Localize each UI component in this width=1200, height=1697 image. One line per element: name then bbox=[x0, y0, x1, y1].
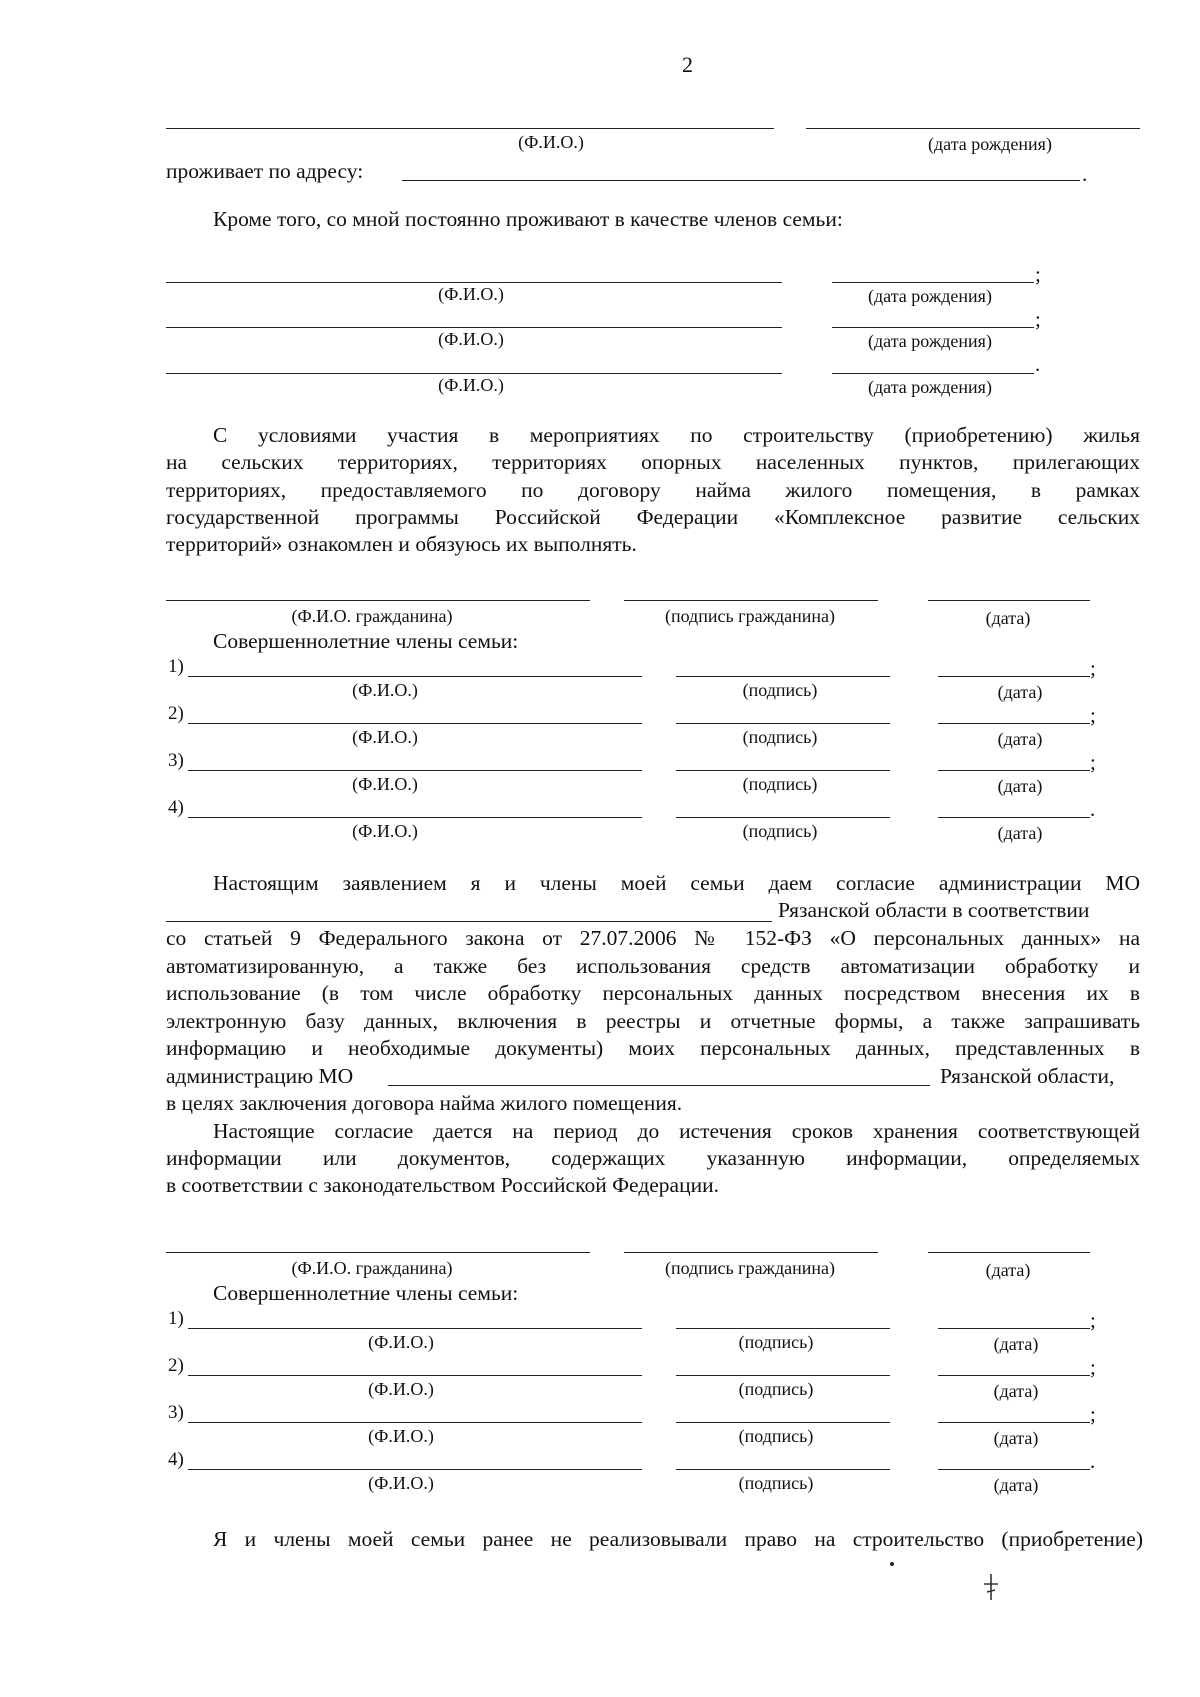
adult-date-caption: (дата) bbox=[993, 1381, 1039, 1401]
adult-date-caption: (дата) bbox=[993, 1428, 1039, 1448]
row-end: ; bbox=[1090, 750, 1096, 774]
adult-sign-caption: (подпись) bbox=[738, 1426, 814, 1446]
adult-sign-line[interactable] bbox=[676, 723, 890, 724]
adult-fio-line[interactable] bbox=[188, 676, 642, 677]
row-end: ; bbox=[1090, 1402, 1096, 1426]
conditions-line-3: территориях, предоставляемого по договору найма жилого помещения, в рамках bbox=[166, 478, 1140, 502]
citizen-date-caption: (дата) bbox=[985, 608, 1031, 628]
citizen-sign-caption: (подпись гражданина) bbox=[664, 1258, 836, 1278]
consent-purpose: в целях заключения договора найма жилого помещения. bbox=[166, 1091, 683, 1115]
family-birth-caption-2: (дата рождения) bbox=[868, 331, 992, 351]
adult-sign-line[interactable] bbox=[676, 1328, 890, 1329]
adults-title: Совершеннолетние члены семьи: bbox=[213, 629, 519, 653]
adult-date-line[interactable] bbox=[938, 1375, 1090, 1376]
adult-date-caption: (дата) bbox=[997, 682, 1043, 702]
adult-sign-caption: (подпись) bbox=[738, 1473, 814, 1493]
row-end: . bbox=[1090, 1449, 1096, 1473]
adults-title: Совершеннолетние члены семьи: bbox=[213, 1281, 519, 1305]
family-fio-caption-1: (Ф.И.О.) bbox=[438, 284, 504, 304]
family-birth-caption-3: (дата рождения) bbox=[868, 377, 992, 397]
row-number: 1) bbox=[168, 656, 184, 677]
adult-sign-caption: (подпись) bbox=[742, 821, 818, 841]
adult-fio-caption: (Ф.И.О.) bbox=[352, 774, 418, 794]
adult-fio-line[interactable] bbox=[188, 1375, 642, 1376]
citizen-fio-caption: (Ф.И.О. гражданина) bbox=[291, 606, 453, 626]
adult-fio-line[interactable] bbox=[188, 723, 642, 724]
adult-sign-line[interactable] bbox=[676, 1469, 890, 1470]
row-number: 4) bbox=[168, 797, 184, 818]
adult-sign-caption: (подпись) bbox=[742, 727, 818, 747]
adult-date-caption: (дата) bbox=[997, 823, 1043, 843]
row-number: 1) bbox=[168, 1308, 184, 1329]
adult-fio-caption: (Ф.И.О.) bbox=[368, 1473, 434, 1493]
row-end: ; bbox=[1090, 1308, 1096, 1332]
consent-body-1: со статьей 9 Федерального закона от 27.07.2006 № 152-ФЗ «О персональных данных» на bbox=[166, 926, 1140, 950]
adult-sign-line[interactable] bbox=[676, 817, 890, 818]
adult-date-line[interactable] bbox=[938, 1328, 1090, 1329]
adult-date-caption: (дата) bbox=[993, 1475, 1039, 1495]
adult-sign-caption: (подпись) bbox=[738, 1379, 814, 1399]
consent-line-2-tail: Рязанской области в соответствии bbox=[778, 898, 1090, 922]
family-fio-line-1[interactable] bbox=[166, 282, 782, 283]
family-intro: Кроме того, со мной постоянно проживают в качестве членов семьи: bbox=[213, 207, 843, 231]
family-birth-line-3[interactable] bbox=[832, 373, 1034, 374]
adult-fio-line[interactable] bbox=[188, 770, 642, 771]
adult-date-line[interactable] bbox=[938, 817, 1090, 818]
scan-dot bbox=[890, 1562, 894, 1566]
adult-date-line[interactable] bbox=[938, 676, 1090, 677]
adult-sign-line[interactable] bbox=[676, 770, 890, 771]
citizen-sign-line[interactable] bbox=[624, 600, 878, 601]
adult-fio-caption: (Ф.И.О.) bbox=[352, 727, 418, 747]
adult-fio-caption: (Ф.И.О.) bbox=[352, 821, 418, 841]
conditions-line-5: территорий» ознакомлен и обязуюсь их выполнять. bbox=[166, 532, 637, 556]
row-end: ; bbox=[1090, 656, 1096, 680]
adult-sign-line[interactable] bbox=[676, 1422, 890, 1423]
citizen-fio-line[interactable] bbox=[166, 600, 590, 601]
admin-tail: Рязанской области, bbox=[940, 1064, 1115, 1088]
family-end-2: ; bbox=[1035, 307, 1041, 331]
consent-body-2: автоматизированную, а также без использования средств автоматизации обработку и bbox=[166, 954, 1140, 978]
row-end: ; bbox=[1090, 703, 1096, 727]
consent-body-4: электронную базу данных, включения в реестры и отчетные формы, а также запрашивать bbox=[166, 1009, 1140, 1033]
admin-mo-line[interactable] bbox=[388, 1085, 930, 1086]
row-number: 3) bbox=[168, 750, 184, 771]
citizen-sign-caption: (подпись гражданина) bbox=[664, 606, 836, 626]
conditions-line-1: С условиями участия в мероприятиях по строительству (приобретению) жилья bbox=[213, 423, 1140, 447]
conditions-line-2: на сельских территориях, территориях опорных населенных пунктов, прилегающих bbox=[166, 450, 1140, 474]
consent-line-1: Настоящим заявлением я и члены моей семьи даем согласие администрации МО bbox=[213, 871, 1140, 895]
citizen-fio-line[interactable] bbox=[166, 1252, 590, 1253]
final-line: Я и члены моей семьи ранее не реализовывали право на строительство (приобретение) bbox=[213, 1527, 1143, 1551]
adult-fio-caption: (Ф.И.О.) bbox=[368, 1332, 434, 1352]
row-number: 2) bbox=[168, 1355, 184, 1376]
citizen-date-line[interactable] bbox=[928, 1252, 1090, 1253]
family-fio-caption-3: (Ф.И.О.) bbox=[438, 375, 504, 395]
adult-sign-line[interactable] bbox=[676, 1375, 890, 1376]
row-number: 4) bbox=[168, 1449, 184, 1470]
family-fio-line-3[interactable] bbox=[166, 373, 782, 374]
birth-date-line[interactable] bbox=[806, 128, 1140, 129]
family-end-1: ; bbox=[1035, 262, 1041, 286]
adult-fio-line[interactable] bbox=[188, 1469, 642, 1470]
adult-fio-line[interactable] bbox=[188, 1422, 642, 1423]
conditions-line-4: государственной программы Российской Федерации «Комплексное развитие сельских bbox=[166, 505, 1140, 529]
row-number: 2) bbox=[168, 703, 184, 724]
citizen-date-caption: (дата) bbox=[985, 1260, 1031, 1280]
family-birth-line-1[interactable] bbox=[832, 282, 1034, 283]
row-end: . bbox=[1090, 797, 1096, 821]
adult-sign-caption: (подпись) bbox=[742, 680, 818, 700]
citizen-sign-line[interactable] bbox=[624, 1252, 878, 1253]
birth-caption: (дата рождения) bbox=[928, 134, 1052, 154]
adult-date-caption: (дата) bbox=[993, 1334, 1039, 1354]
adult-sign-caption: (подпись) bbox=[738, 1332, 814, 1352]
address-label: проживает по адресу: bbox=[166, 159, 364, 183]
adult-date-line[interactable] bbox=[938, 770, 1090, 771]
admin-label: администрацию МО bbox=[166, 1064, 354, 1088]
scan-mark-icon bbox=[980, 1572, 1002, 1602]
family-fio-caption-2: (Ф.И.О.) bbox=[438, 329, 504, 349]
address-end: . bbox=[1082, 162, 1088, 186]
row-number: 3) bbox=[168, 1402, 184, 1423]
family-fio-line-2[interactable] bbox=[166, 327, 782, 328]
address-line[interactable] bbox=[402, 180, 1080, 181]
period-line-2: информации или документов, содержащих указанную информации, определяемых bbox=[166, 1146, 1140, 1170]
adult-fio-caption: (Ф.И.О.) bbox=[368, 1426, 434, 1446]
adult-sign-caption: (подпись) bbox=[742, 774, 818, 794]
adult-date-line[interactable] bbox=[938, 1469, 1090, 1470]
adult-date-line[interactable] bbox=[938, 1422, 1090, 1423]
fio-caption: (Ф.И.О.) bbox=[518, 132, 584, 152]
adult-fio-line[interactable] bbox=[188, 1328, 642, 1329]
page-number: 2 bbox=[682, 52, 693, 77]
consent-body-3: использование (в том числе обработку персональных данных посредством внесения их в bbox=[166, 981, 1140, 1005]
adult-sign-line[interactable] bbox=[676, 676, 890, 677]
family-birth-line-2[interactable] bbox=[832, 327, 1034, 328]
adult-fio-line[interactable] bbox=[188, 817, 642, 818]
adult-date-caption: (дата) bbox=[997, 729, 1043, 749]
family-end-3: . bbox=[1035, 352, 1041, 376]
adult-fio-caption: (Ф.И.О.) bbox=[368, 1379, 434, 1399]
consent-body-5: информацию и необходимые документы) моих персональных данных, представленных в bbox=[166, 1036, 1140, 1060]
mo-name-line[interactable] bbox=[166, 921, 772, 922]
adult-date-caption: (дата) bbox=[997, 776, 1043, 796]
family-birth-caption-1: (дата рождения) bbox=[868, 286, 992, 306]
citizen-fio-caption: (Ф.И.О. гражданина) bbox=[291, 1258, 453, 1278]
citizen-date-line[interactable] bbox=[928, 600, 1090, 601]
adult-fio-caption: (Ф.И.О.) bbox=[352, 680, 418, 700]
adult-date-line[interactable] bbox=[938, 723, 1090, 724]
period-line-3: в соответствии с законодательством Российской Федерации. bbox=[166, 1173, 719, 1197]
period-line-1: Настоящие согласие дается на период до истечения сроков хранения соответствующей bbox=[213, 1119, 1140, 1143]
row-end: ; bbox=[1090, 1355, 1096, 1379]
fio-line[interactable] bbox=[166, 128, 774, 129]
